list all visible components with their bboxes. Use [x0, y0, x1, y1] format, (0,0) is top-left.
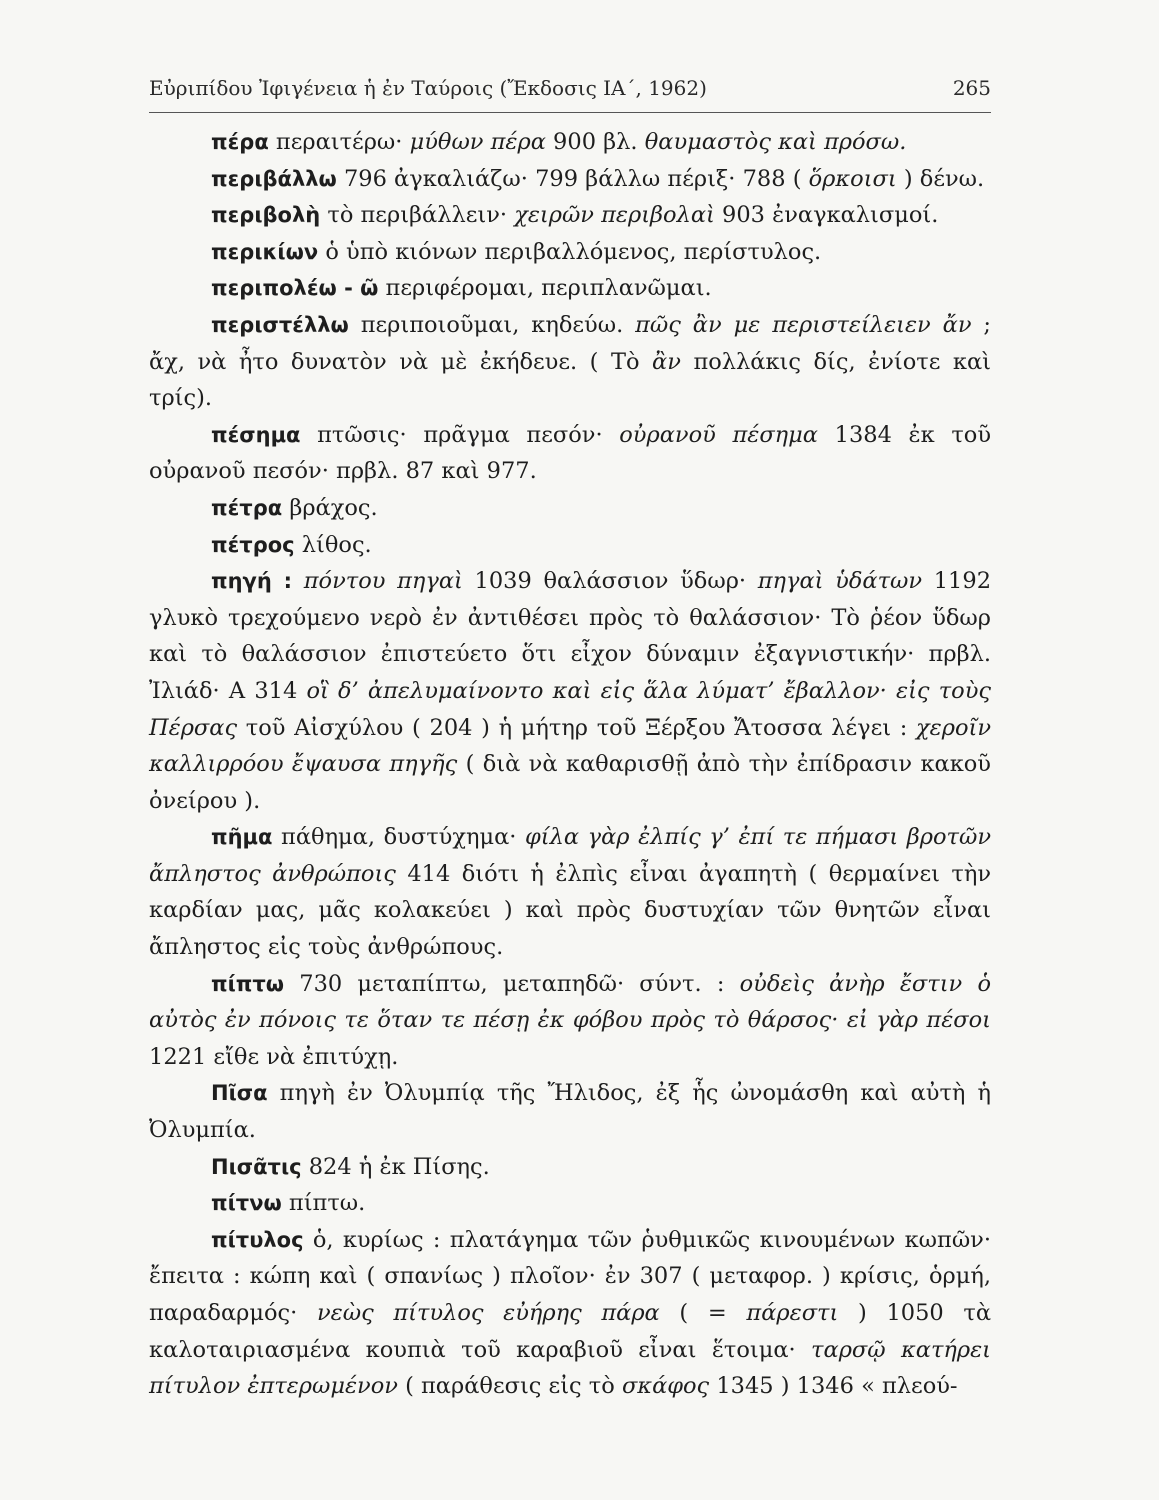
entry-definition: ( διὰ νὰ καθαρισθῇ ἀπὸ τὴν ἐπίδρασιν κακοῦ ὀνείρου ). [149, 751, 991, 814]
entry-definition: 1384 ἐκ τοῦ οὐρανοῦ πεσόν· πρβλ. 87 καὶ 977. [149, 421, 991, 485]
entry-definition: 1221 εἴθε νὰ ἐπιτύχῃ. [149, 1043, 399, 1070]
entry-definition: 1192 γλυκὸ τρεχούμενο νερὸ ἐν ἀντιθέσει πρὸς τὸ θαλάσσιον· Τὸ ῥέον ὕδωρ καὶ τὸ θαλάσσιον ἐπιστεύετο ὅτι εἶχον δύναμιν ἐξαγνιστικήν· πρβλ. Ἰλιάδ· Α 314 [149, 568, 992, 704]
entry-definition: 1039 θαλάσσιον ὕδωρ· [462, 568, 758, 595]
entry-quotation: πῶς ἂν με περιστείλειεν ἄν [635, 311, 972, 338]
lexicon-entry [149, 563, 991, 819]
entry-quotation: οὐρανοῦ πέσημα [619, 421, 818, 448]
entry-definition: πηγὴ ἐν Ὀλυμπίᾳ τῆς Ἤλιδος, ἐξ ἧς ὠνομάσθη καὶ αὐτὴ ἡ Ὀλυμπία. [149, 1080, 991, 1144]
entry-quotation: πόντου πηγαὶ [303, 568, 463, 595]
lexicon-entry [149, 417, 991, 490]
entry-definition: 796 ἀγκαλιάζω· 799 βάλλω πέριξ· 788 ( [336, 165, 809, 192]
entry-quotation: νεὼς πίτυλος εὐήρης πάρα [316, 1300, 660, 1326]
entry-lemma: Πῖσα [211, 1081, 268, 1106]
entry-definition: τοῦ Αἰσχύλου ( 204 ) ἡ μήτηρ τοῦ Ξέρξου Ἄτοσσα λέγει : [237, 714, 917, 741]
entry-lemma: περιβολὴ [211, 203, 321, 228]
entry-quotation: πάρεστι [746, 1300, 839, 1326]
entry-quotation: ὅρκοισι [808, 165, 897, 192]
entry-lemma: Πισᾶτις [211, 1154, 302, 1179]
entry-lemma: πῆμα [211, 825, 273, 850]
entry-definition: ; ἄχ, νὰ ἦτο δυνατὸν νὰ μὲ ἐκήδευε. ( Τὸ [149, 311, 992, 375]
entry-definition: περιφέρομαι, περιπλανῶμαι. [378, 275, 712, 302]
entry-lemma: πέτρος [211, 532, 295, 557]
lexicon-entry [149, 197, 991, 234]
lexicon-entry [149, 161, 991, 198]
entry-quotation: χεροῖν καλλιρρόου ἔψαυσα πηγῆς [149, 714, 991, 778]
entry-definition: ὁ, κυρίως : πλατάγημα τῶν ῥυθμικῶς κινουμένων κωπῶν· ἔπειτα : κώπη καὶ ( σπανίως ) πλοῖον· ἐν 307 ( μεταφορ. ) κρίσις, ὁρμή, παραδαρμός· [149, 1226, 991, 1326]
entry-lemma: πίτυλος [211, 1227, 304, 1252]
entry-quotation: πηγαὶ ὑδάτων [757, 568, 923, 595]
entry-definition: πίπτω. [281, 1190, 366, 1217]
entry-quotation: ταρσῷ κατήρει πίτυλον ἐπτερωμένον [149, 1336, 991, 1400]
entry-definition: βράχος. [282, 494, 378, 521]
entry-lemma: πίπτω [211, 971, 285, 996]
lexicon-entry [149, 124, 991, 161]
entry-lemma: πέσημα [211, 422, 301, 447]
entry-definition: τὸ περιβάλλειν· [320, 202, 515, 229]
entry-quotation: χειρῶν περιβολαὶ [514, 202, 715, 229]
entry-quotation: οἳ δ’ ἀπελυμαίνοντο καὶ εἰς ἅλα λύματ’ ἔβαλλον· εἰς τοὺς Πέρσας [149, 677, 991, 741]
entry-definition: 1345 ) 1346 « πλεού- [709, 1373, 958, 1400]
lexicon-entry [149, 819, 991, 965]
lexicon-entry [149, 270, 991, 307]
entry-definition: ( = [659, 1300, 747, 1326]
page-number: 265 [952, 76, 991, 100]
entry-lemma: περικίων [211, 239, 319, 264]
header-title: Εὐριπίδου Ἰφιγένεια ἡ ἐν Ταύροις (Ἔκδοσις ΙΑ΄, 1962) [149, 76, 707, 100]
entry-lemma: περιστέλλω [211, 312, 349, 337]
header-rule [149, 112, 991, 113]
lexicon-entry [149, 527, 991, 564]
entry-definition [292, 568, 304, 594]
lexicon-entry [149, 307, 991, 417]
entry-lemma: πηγή : [211, 569, 293, 594]
entry-lemma: πέτρα [211, 495, 283, 520]
lexicon-entry [149, 966, 991, 1076]
running-header [149, 76, 991, 100]
entry-quotation: οὐδεὶς ἀνὴρ ἔστιν ὁ αὐτὸς ἐν πόνοις τε ὅταν τε πέσῃ ἐκ φόβου πρὸς τὸ θάρσος· εἰ γὰρ πέσοι [149, 970, 991, 1034]
entry-definition: ) δένω. [896, 165, 985, 192]
entry-definition: πτῶσις· πρᾶγμα πεσόν· [300, 421, 620, 448]
lexicon-body [149, 124, 991, 1405]
entry-definition: 414 διότι ἡ ἐλπὶς εἶναι ἀγαπητὴ ( θερμαίνει τὴν καρδίαν μας, μᾶς κολακεύει ) καὶ πρὸς δυστυχίαν τῶν θνητῶν εἶναι ἄπληστος εἰς τοὺς ἀνθρώπους. [149, 860, 991, 961]
entry-quotation: θαυμαστὸς καὶ πρόσω. [644, 129, 907, 155]
lexicon-entry [149, 1185, 991, 1222]
entry-definition: πάθημα, δυστύχημα· [272, 824, 526, 851]
entry-definition: ) 1050 τὰ καλοταιριασμένα κουπιὰ τοῦ καραβιοῦ εἶναι ἕτοιμα· [149, 1300, 992, 1363]
entry-quotation: σκάφος [621, 1373, 710, 1400]
entry-lemma: πέρα [211, 130, 269, 154]
entry-definition: πολλάκις δίς, ἐνίοτε καὶ τρίς). [149, 348, 991, 412]
lexicon-entry [149, 1222, 991, 1405]
entry-definition: 824 ἡ ἐκ Πίσης. [301, 1153, 490, 1180]
lexicon-entry [149, 1075, 991, 1148]
entry-quotation: ἂν [652, 348, 681, 375]
entry-definition: 903 ἐναγκαλισμοί. [714, 202, 939, 229]
entry-lemma: πίτνω [211, 1191, 282, 1216]
entry-definition: ὁ ὑπὸ κιόνων περιβαλλόμενος, περίστυλος. [318, 238, 822, 265]
entry-definition: λίθος. [294, 531, 372, 558]
lexicon-entry [149, 1149, 991, 1186]
entry-lemma: περιπολέω - ῶ [211, 276, 379, 301]
entry-lemma: περιβάλλω [211, 166, 337, 191]
entry-definition: ( παράθεσις εἰς τὸ [397, 1373, 622, 1400]
lexicon-entry [149, 490, 991, 527]
entry-definition: 730 μεταπίπτω, μεταπηδῶ· σύντ. : [284, 970, 740, 997]
lexicon-entry [149, 234, 991, 271]
entry-quotation: μύθων πέρα [409, 129, 546, 155]
entry-definition: περαιτέρω· [268, 129, 410, 155]
entry-definition: περιποιοῦμαι, κηδεύω. [348, 311, 636, 338]
entry-quotation: φίλα γὰρ ἐλπίς γ’ ἐπί τε πήμασι βροτῶν ἄπληστος ἀνθρώποις [149, 824, 991, 887]
entry-definition: 900 βλ. [545, 129, 645, 155]
